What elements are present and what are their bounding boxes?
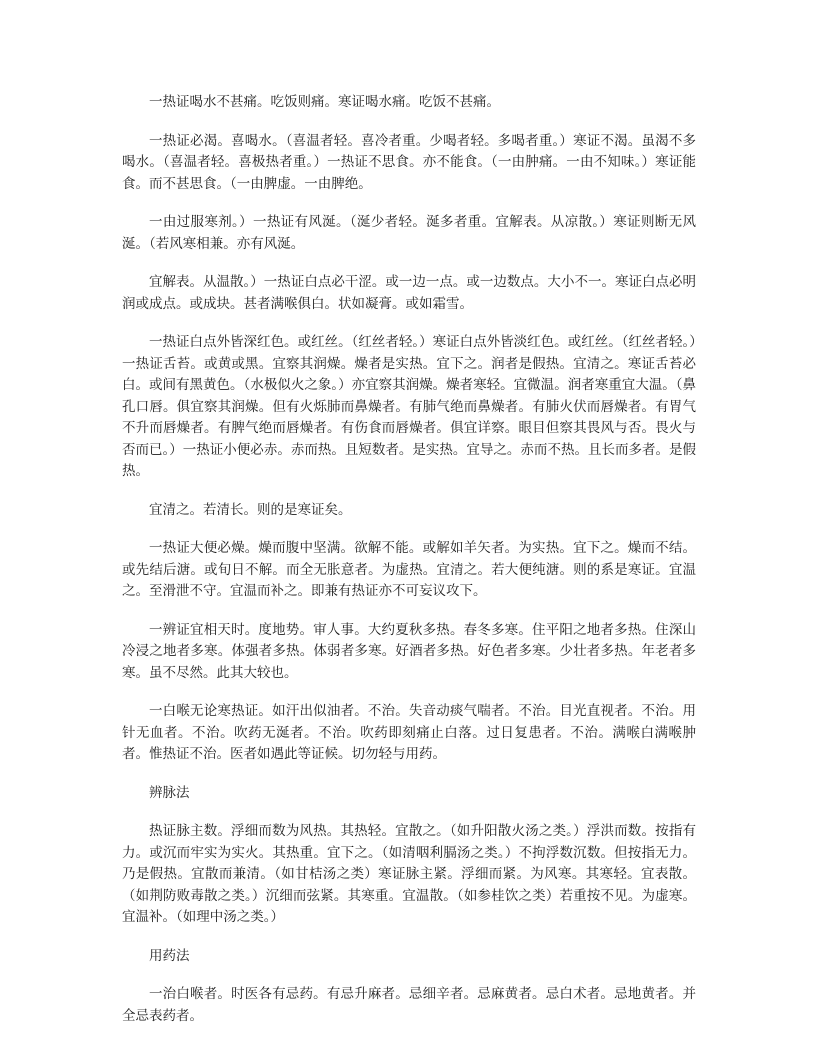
section-heading-medication-method: 用药法: [149, 947, 190, 964]
paragraph: 宜清之。若清长。则的是寒证矣。: [149, 501, 352, 518]
paragraph: 一白喉无论寒热证。如汗出似油者。不治。失音动痰气喘者。不治。目光直视者。不治。用针无血者。不治。吹药无涎者。不治。吹药即刻痛止白落。过日复患者。不治。满喉白满喉肿者。惟热证不治。医者如遇此等证候。切勿轻与用药。: [122, 703, 696, 762]
paragraph: 一热证喝水不甚痛。吃饭则痛。寒证喝水痛。吃饭不甚痛。: [149, 94, 500, 110]
paragraph: 宜解表。从温散。）一热证白点必干涩。或一边一点。或一边数点。大小不一。寒证白点必明润或成点。或成块。甚者满喉俱白。状如凝膏。或如霜雪。: [122, 274, 696, 312]
paragraph: 热证脉主数。浮细而数为风热。其热轻。宜散之。（如升阳散火汤之类。）浮洪而数。按指有力。或沉而牢实为实火。其热重。宜下之。（如清咽利膈汤之类。）不拘浮数沉数。但按指无力。乃是假热。宜散而兼清。（如甘桔汤之类）寒证脉主紧。浮细而紧。为风寒。其寒轻。宜表散。（如荆防败毒散之类。）沉细而弦紧。其寒重。宜温散。（如参桂饮之类）若重按不见。为虚寒。宜温补。（如理中汤之类。）: [122, 823, 696, 925]
paragraph: 一热证白点外皆深红色。或红丝。（红丝者轻。）寒证白点外皆淡红色。或红丝。（红丝者轻。）一热证舌苔。或黄或黑。宜察其润燥。燥者是实热。宜下之。润者是假热。宜清之。寒证舌苔必白。或间有黑黄色。（水极似火之象。）亦宜察其润燥。燥者寒轻。宜微温。润者寒重宜大温。（鼻孔口唇。俱宜察其润燥。但有火烁肺而鼻燥者。有肺气绝而鼻燥者。有肺火伏而唇燥者。有胃气不升而唇燥者。有脾气绝而唇燥者。有伤食而唇燥者。俱宜详察。眼目但察其畏风与否。畏火与否而已。）一热证小便必赤。赤而热。且短数者。是实热。宜导之。赤而不热。且长而多者。是假热。: [122, 334, 696, 479]
section-heading-pulse-method: 辨脉法: [149, 784, 190, 801]
paragraph: 一热证必渴。喜喝水。（喜温者轻。喜冷者重。少喝者轻。多喝者重。）寒证不渴。虽渴不多喝水。（喜温者轻。喜极热者重。）一热证不思食。亦不能食。（一由肿痛。一由不知味。）寒证能食。而不甚思食。（一由脾虚。一由脾绝。: [122, 132, 696, 192]
paragraph: 一由过服寒剂。）一热证有风涎。（涎少者轻。涎多者重。宜解表。从凉散。）寒证则断无风涎。（若风寒相兼。亦有风涎。: [122, 214, 696, 252]
document-page: [122, 92, 696, 1044]
paragraph: 一治白喉者。时医各有忌药。有忌升麻者。忌细辛者。忌麻黄者。忌白术者。忌地黄者。并全忌表药者。: [122, 986, 696, 1024]
paragraph: 一热证大便必燥。燥而腹中坚满。欲解不能。或解如羊矢者。为实热。宜下之。燥而不结。或先结后溏。或旬日不解。而全无胀意者。为虚热。宜清之。若大便纯溏。则的系是寒证。宜温之。至滑泄不守。宜温而补之。即兼有热证亦不可妄议攻下。: [122, 540, 696, 599]
paragraph: 一辨证宜相天时。度地势。审人事。大约夏秋多热。春冬多寒。住平阳之地者多热。住深山冷浸之地者多寒。体强者多热。体弱者多寒。好酒者多热。好色者多寒。少壮者多热。年老者多寒。虽不尽然。此其大较也。: [122, 621, 696, 681]
